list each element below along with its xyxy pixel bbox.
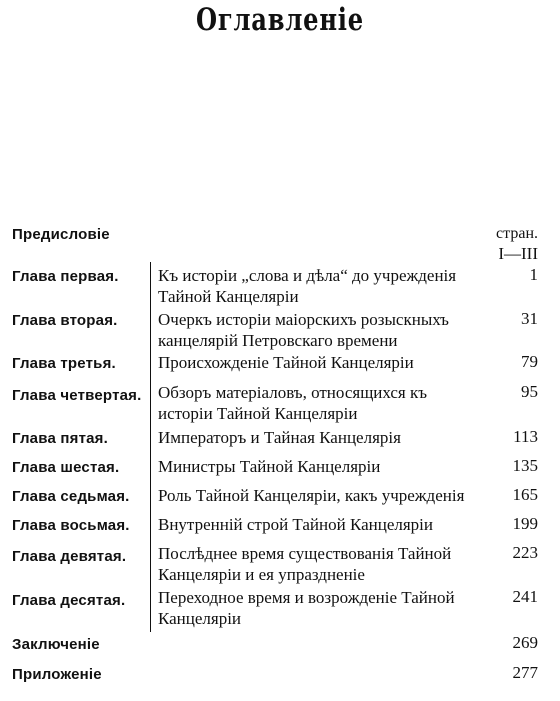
toc-entry-title: Обзоръ матеріаловъ, относящихся къ исторіи Тайной Канцеляріи xyxy=(158,383,428,423)
toc-entry-title: Къ исторіи „слова и дѣла“ до учрежденія Тайной Канцеляріи xyxy=(158,266,457,306)
toc-entry-page: 1 xyxy=(529,265,538,284)
toc-entry-label: Приложеніе xyxy=(12,666,102,683)
toc-entry-label: Глава четвертая. xyxy=(12,387,142,404)
toc-entry-page: 79 xyxy=(521,352,538,371)
toc-entry-title: Внутренній строй Тайной Канцеляріи xyxy=(158,515,433,534)
toc-entry-label: Заключеніе xyxy=(12,636,100,653)
toc-entry-page: 199 xyxy=(512,514,538,533)
page-title: Оглавленіе xyxy=(196,2,364,38)
toc-entry-title: Императоръ и Тайная Канцелярія xyxy=(158,428,401,447)
toc-entry-label: Глава восьмая. xyxy=(12,517,130,534)
toc-entry-label: Глава вторая. xyxy=(12,312,118,329)
toc-entry-page: 223 xyxy=(512,543,538,562)
toc-entry-title: Происхожденіе Тайной Канцеляріи xyxy=(158,353,414,372)
page-column-header xyxy=(496,224,538,264)
toc-entry-page: 269 xyxy=(512,633,538,652)
page-column-label: стран. xyxy=(496,225,538,242)
column-divider xyxy=(150,262,151,632)
toc-entry-page: 95 xyxy=(521,382,538,401)
toc-entry-title: Переходное время и возрожденіе Тайной Канцеляріи xyxy=(158,588,455,628)
toc-entry-title: Послѣднее время существованія Тайной Канцеляріи и ея упраздненіе xyxy=(158,544,452,584)
toc-entry-title: Роль Тайной Канцеляріи, какъ учрежденія xyxy=(158,486,465,505)
toc-entry-page: 31 xyxy=(521,309,538,328)
toc-entry-label: Глава десятая. xyxy=(12,592,126,609)
toc-entry-page: 165 xyxy=(512,485,538,504)
toc-entry-page: 277 xyxy=(512,663,538,682)
toc-entry-label: Глава третья. xyxy=(12,355,116,372)
toc-entry-label: Предисловіе xyxy=(12,226,110,243)
toc-entry-title: Очеркъ исторіи маіорскихъ розыскныхъ канцелярій Петровскаго времени xyxy=(158,310,449,350)
toc-entry-label: Глава пятая. xyxy=(12,430,108,447)
toc-entry-page: 135 xyxy=(512,456,538,475)
toc-entry-label: Глава первая. xyxy=(12,268,119,285)
toc-entry-page: 241 xyxy=(512,587,538,606)
toc-entry-label: Глава девятая. xyxy=(12,548,127,565)
toc-entry-label: Глава седьмая. xyxy=(12,488,130,505)
toc-entry-title: Министры Тайной Канцеляріи xyxy=(158,457,381,476)
toc-entry-page: 113 xyxy=(513,427,538,446)
toc-entry-label: Глава шестая. xyxy=(12,459,120,476)
toc-entry-page: I—III xyxy=(498,244,538,263)
